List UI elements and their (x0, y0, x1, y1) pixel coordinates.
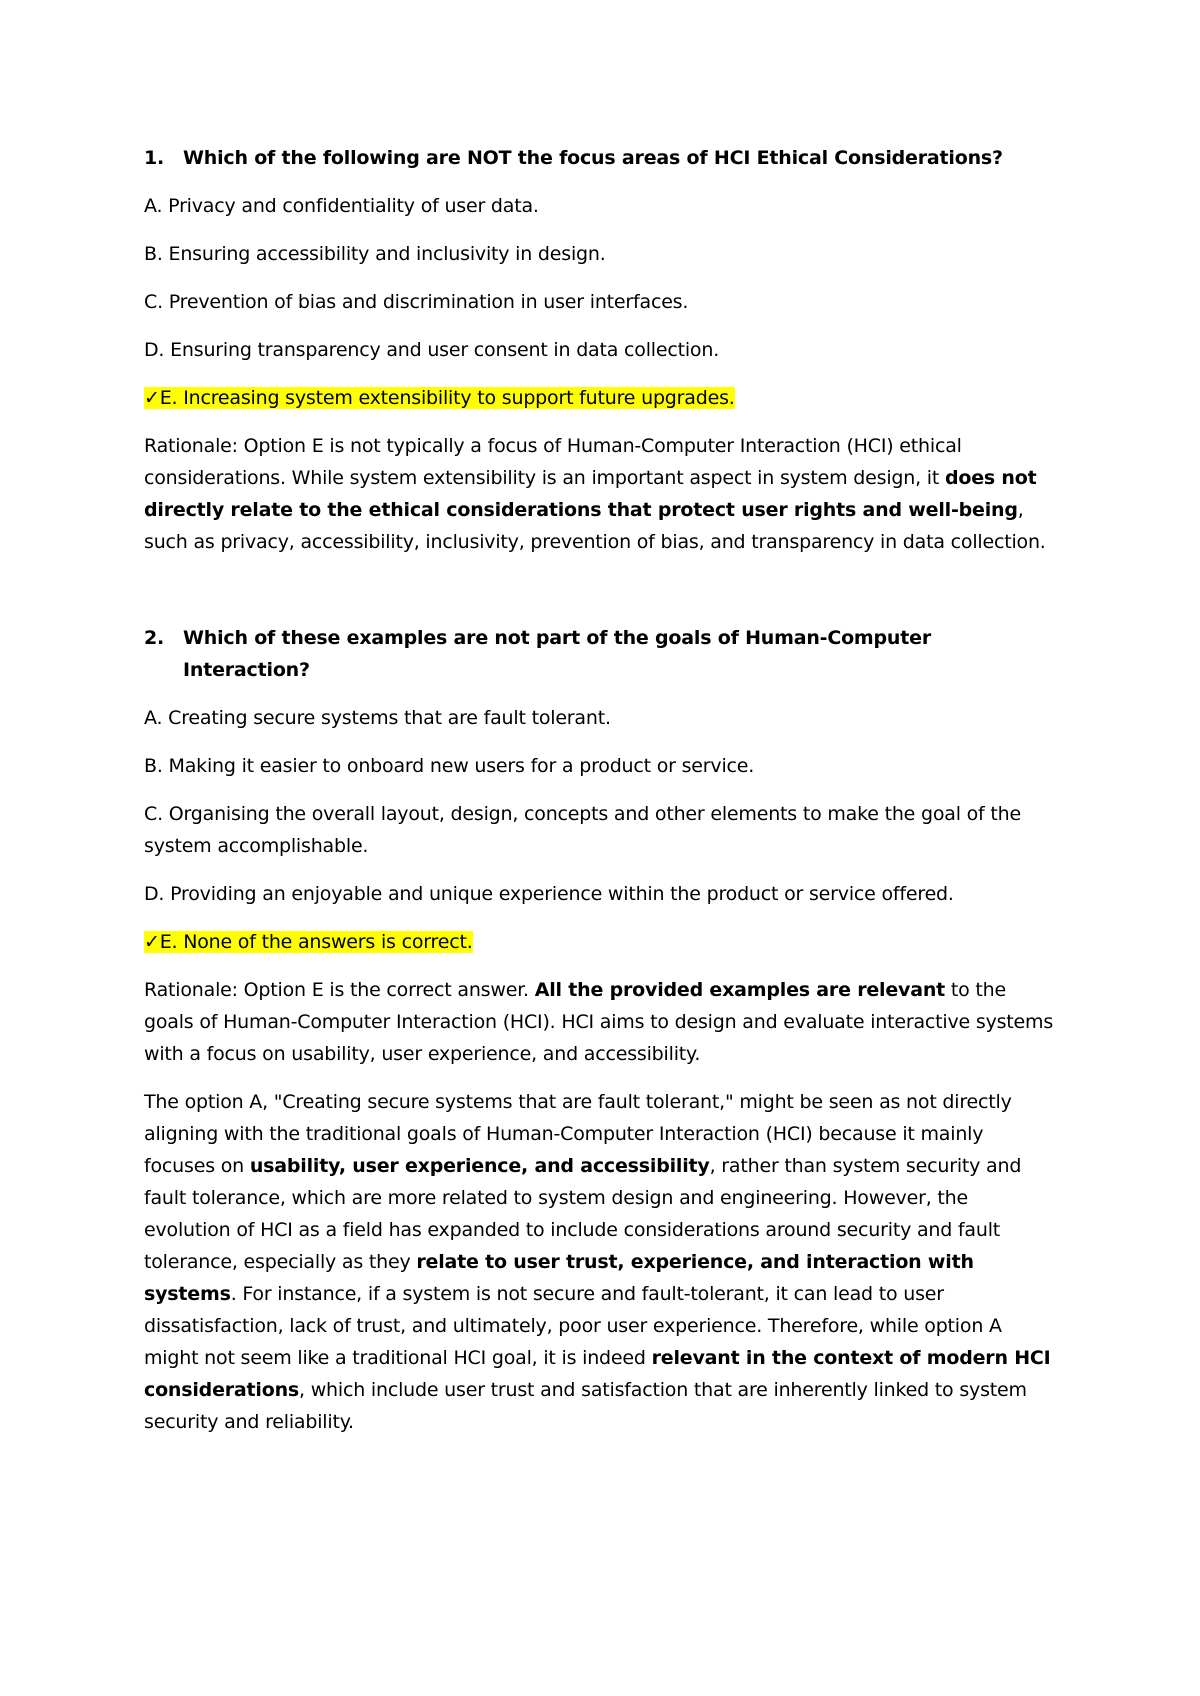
correct-answer (144, 926, 1059, 958)
option-b: B. Making it easier to onboard new users for a product or service. (144, 755, 755, 777)
option-d: D. Ensuring transparency and user consent in data collection. (144, 339, 720, 361)
rationale-text: to the goals of Human-Computer Interaction (HCI). HCI aims to design and evaluate interactive systems with a focus on usability, user experience, and accessibility. (144, 979, 1054, 1065)
highlighted-answer: ✓E. Increasing system extensibility to support future upgrades. (144, 387, 735, 409)
option-b: B. Ensuring accessibility and inclusivity in design. (144, 243, 606, 265)
rationale-emphasis: does not directly relate to the ethical considerations that protect user rights and well-being (144, 467, 1037, 521)
question-1-heading (144, 142, 1059, 174)
rationale-emphasis: All the provided examples are relevant (534, 979, 946, 1001)
question-number: 2. (144, 627, 165, 649)
question-2-heading (144, 622, 1059, 686)
explanation-text: . For instance, if a system is not secure and fault-tolerant, it can lead to user dissatisfaction, lack of trust, and ultimately, poor user experience. Therefore, while option A might not seem like a traditional HCI goal, it is indeed (144, 1283, 1002, 1369)
explanation-emphasis: relevant in the context of modern HCI considerations (144, 1347, 1051, 1401)
rationale-paragraph (144, 974, 1059, 1070)
explanation-emphasis: relate to user trust, experience, and interaction with systems (144, 1251, 974, 1305)
rationale-text: Rationale: Option E is the correct answer. (144, 979, 535, 1001)
explanation-paragraph (144, 1086, 1059, 1438)
correct-answer (144, 382, 1059, 414)
highlighted-answer: ✓E. None of the answers is correct. (144, 931, 473, 953)
option-a: A. Privacy and confidentiality of user data. (144, 195, 539, 217)
option-c: C. Organising the overall layout, design, concepts and other elements to make the goal of the system accomplishable. (144, 803, 1021, 857)
explanation-text: The option A, "Creating secure systems that are fault tolerant," might be seen as not directly aligning with the traditional goals of Human-Computer Interaction (HCI) because it mainly focuses on (144, 1091, 1012, 1177)
rationale-paragraph (144, 430, 1059, 558)
option-d: D. Providing an enjoyable and unique experience within the product or service offered. (144, 883, 954, 905)
explanation-emphasis: usability, user experience, and accessibility (249, 1155, 710, 1177)
question-number: 1. (144, 147, 165, 169)
explanation-text: , which include user trust and satisfaction that are inherently linked to system security and reliability. (144, 1379, 1027, 1433)
question-text: Which of these examples are not part of the goals of Human-Computer Interaction? (183, 627, 931, 681)
rationale-text: , such as privacy, accessibility, inclusivity, prevention of bias, and transparency in data collection. (144, 499, 1046, 553)
document-body (144, 142, 1059, 1454)
option-a: A. Creating secure systems that are fault tolerant. (144, 707, 611, 729)
option-c: C. Prevention of bias and discrimination in user interfaces. (144, 291, 689, 313)
rationale-text: Rationale: Option E is not typically a focus of Human-Computer Interaction (HCI) ethical considerations. While system extensibility is an important aspect in system design, it (144, 435, 962, 489)
explanation-text: , rather than system security and fault tolerance, which are more related to system design and engineering. However, the evolution of HCI as a field has expanded to include considerations around security and fault tolerance, especially as they (144, 1155, 1022, 1273)
section-spacer (144, 574, 1059, 622)
question-text: Which of the following are NOT the focus areas of HCI Ethical Considerations? (183, 147, 1003, 169)
